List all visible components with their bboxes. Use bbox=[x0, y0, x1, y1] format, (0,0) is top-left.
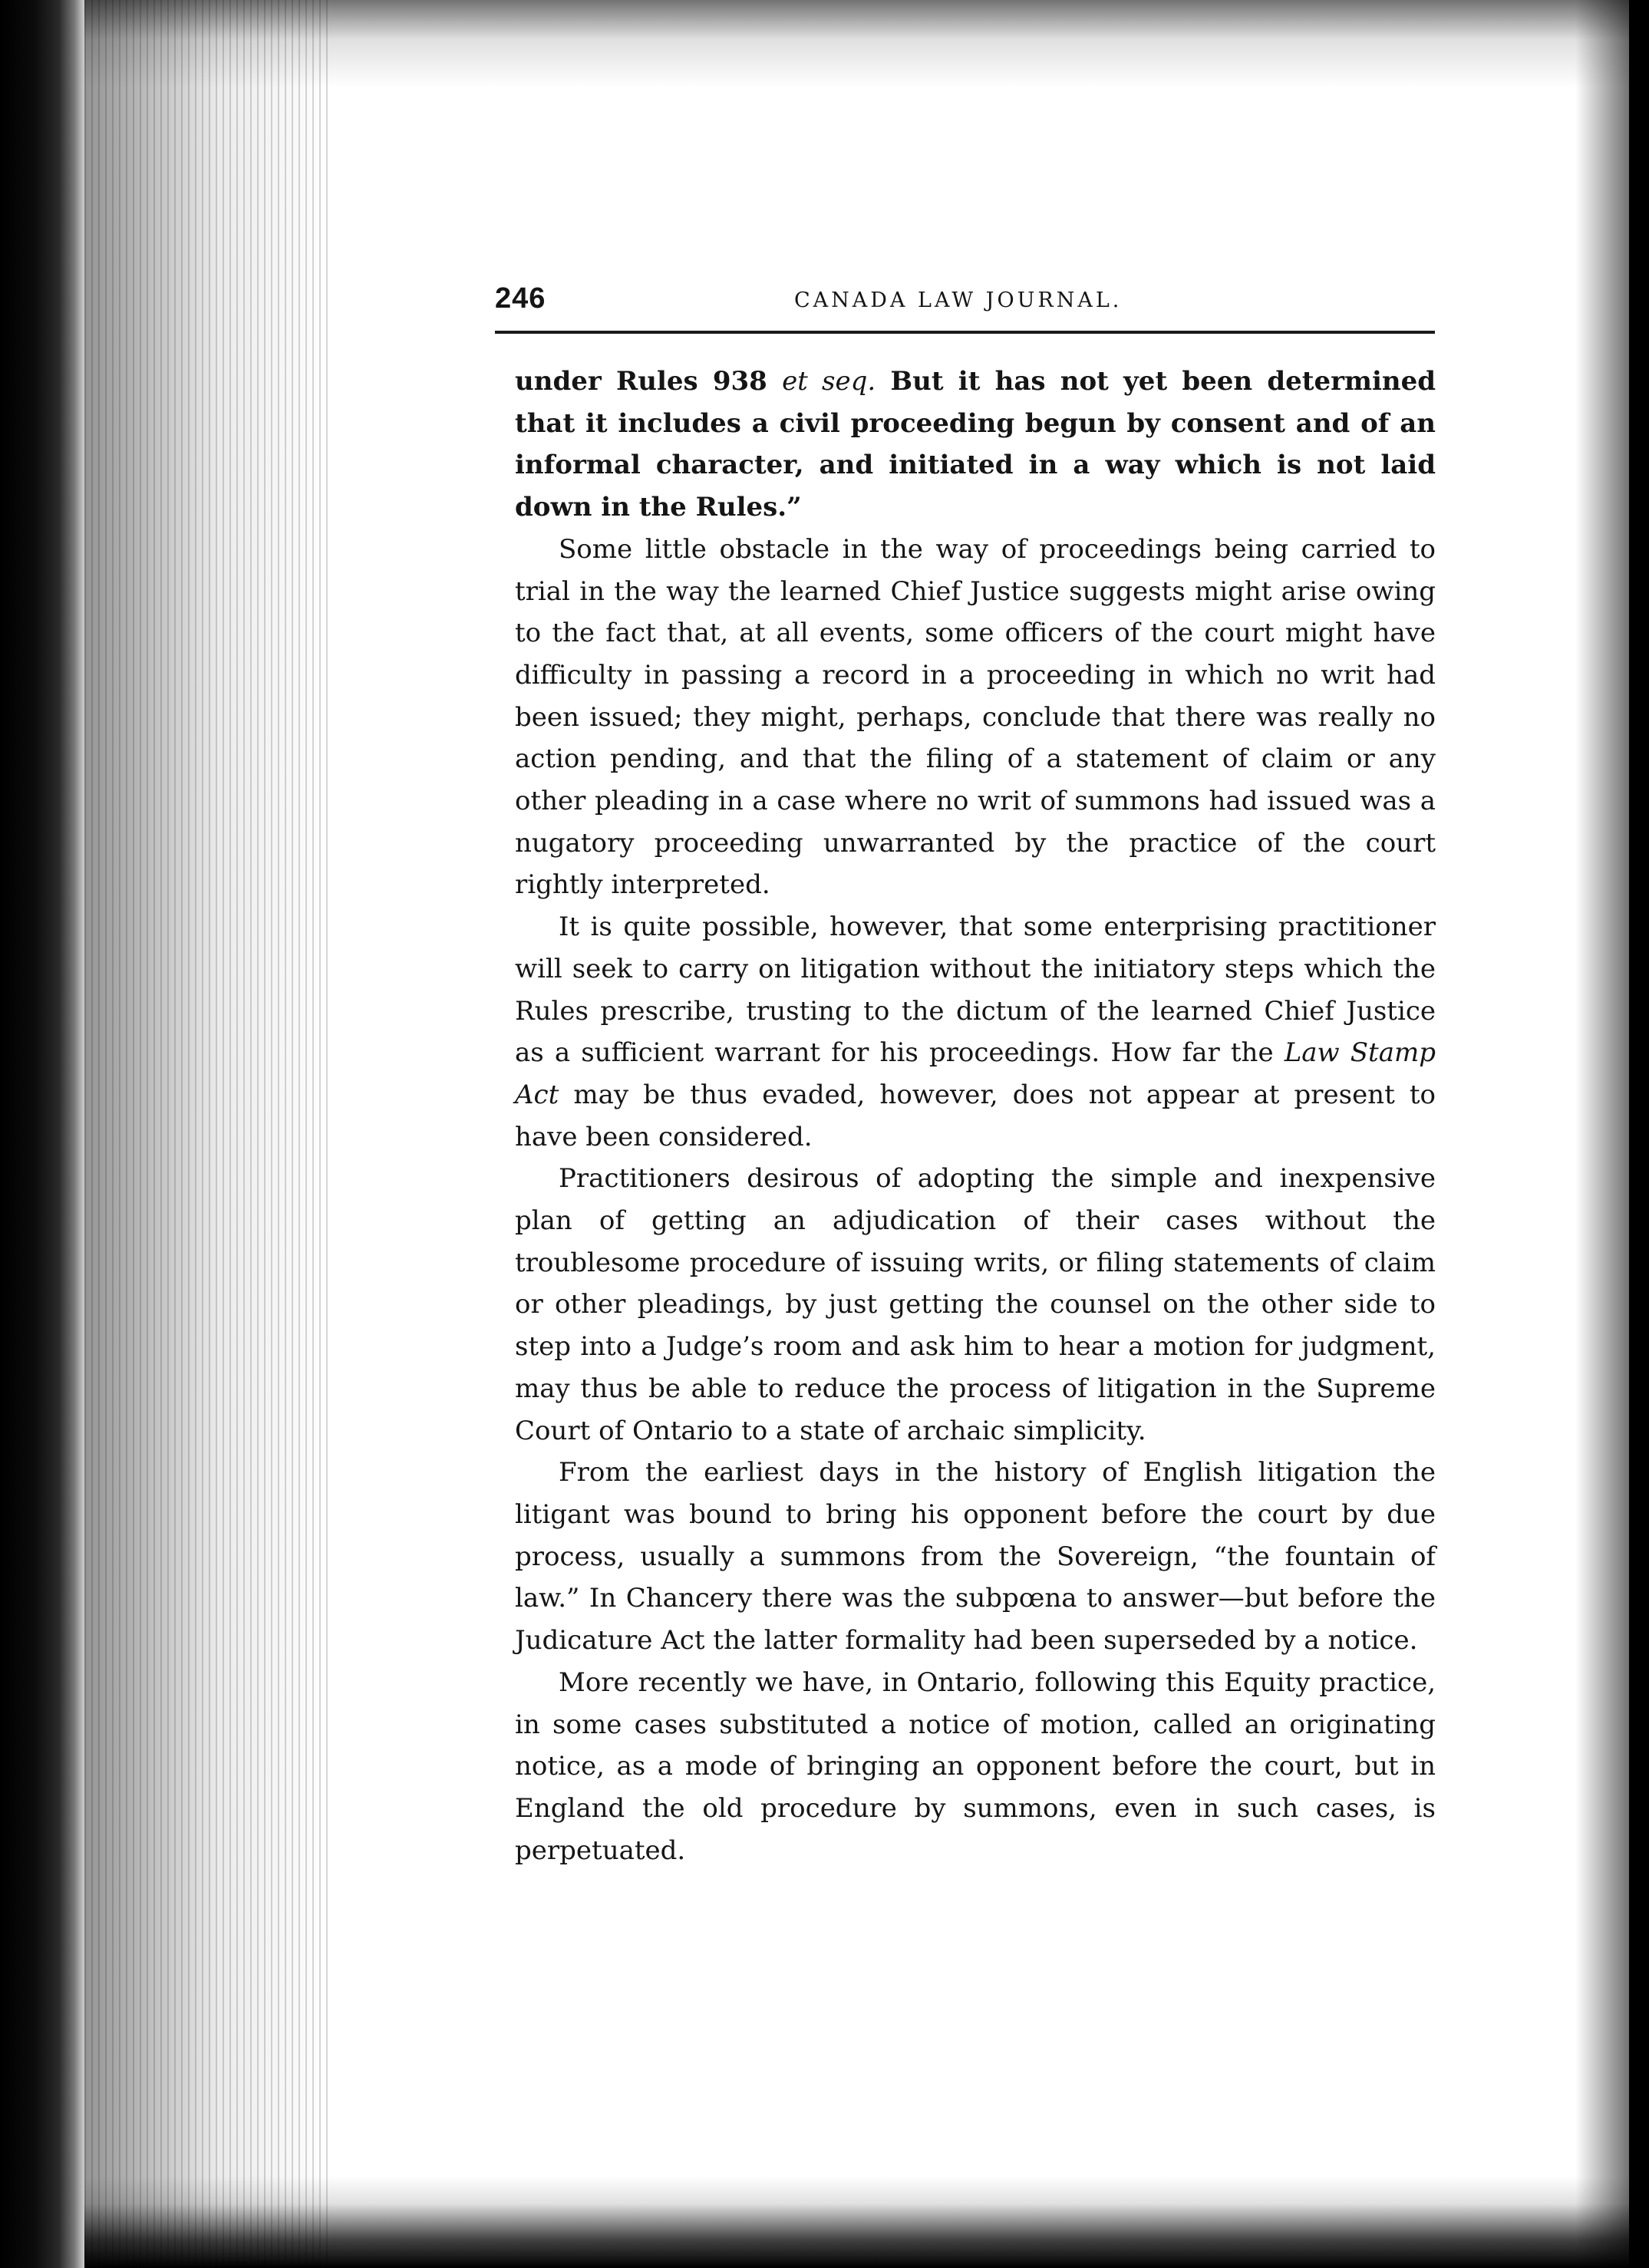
scan-right-border bbox=[1629, 0, 1649, 2268]
scan-left-border bbox=[0, 0, 84, 2268]
paragraph-1-rest: But it has not yet been determined that it includes a civil proceeding begun by consent and of an informal character, and initiated in a way which is not laid down in the Rules.” bbox=[515, 366, 1436, 523]
running-header bbox=[495, 282, 1435, 328]
page-number: 246 bbox=[495, 282, 546, 315]
paragraph-2: Some little obstacle in the way of proceedings being carried to trial in the way the learned Chief Justice suggests might arise owing to the fact that, at all events, some officers of the court might have difficulty in passing a record in a proceeding in which no writ had been issued; they might, perhaps, conclude that there was really no action pending, and that the filing of a statement of claim or any other pleading in a case where no writ of summons had issued was a nugatory proceeding unwarranted by the practice of the court rightly interpreted. bbox=[515, 533, 1436, 901]
scan-gutter-shadow bbox=[84, 0, 330, 2268]
scan-right-shadow bbox=[1575, 0, 1629, 2268]
article-text bbox=[515, 361, 1436, 1871]
paragraph-3-italic: Law Stamp Act bbox=[515, 1037, 1436, 1110]
journal-title: CANADA LAW JOURNAL. bbox=[794, 288, 1123, 312]
paragraph-3-before: It is quite possible, however, that some enterprising practitioner will seek to carry on litigation without the initiatory steps which the Rules prescribe, trusting to the dictum of the learned Chief Justice as a sufficient warrant for his proceedings. How far the bbox=[515, 911, 1436, 1069]
paragraph-1-italic: et seq. bbox=[782, 366, 876, 397]
paragraph-4: Practitioners desirous of adopting the simple and inexpensive plan of getting an adjudication of their cases without the troublesome procedure of issuing writs, or filing statements of claim or other pleadings, by just getting the counsel on the other side to step into a Judge’s room and ask him to hear a motion for judgment, may thus be able to reduce the process of litigation in the Supreme Court of Ontario to a state of archaic simplicity. bbox=[515, 1163, 1436, 1446]
header-rule bbox=[495, 331, 1435, 334]
paragraph-3 bbox=[515, 906, 1436, 1158]
scan-top-shadow bbox=[84, 0, 1629, 88]
paragraph-6: More recently we have, in Ontario, following this Equity practice, in some cases substituted a notice of motion, called an originating notice, as a mode of bringing an opponent before the court, but in England the old procedure by summons, even in such cases, is perpetuated. bbox=[515, 1666, 1436, 1866]
scan-bottom-border bbox=[84, 2176, 1629, 2268]
paragraph-1 bbox=[515, 361, 1436, 529]
paragraph-1-lead: under Rules 938 bbox=[515, 366, 783, 397]
paragraph-5: From the earliest days in the history of English litigation the litigant was bound to bring his opponent before the court by due process, usually a summons from the Sovereign, “the fountain of law.” In Chancery there was the subpœna to answer—but before the Judicature Act the latter formality had been superseded by a notice. bbox=[515, 1457, 1436, 1656]
paragraph-3-after: may be thus evaded, however, does not appear at present to have been considered. bbox=[515, 1079, 1436, 1152]
